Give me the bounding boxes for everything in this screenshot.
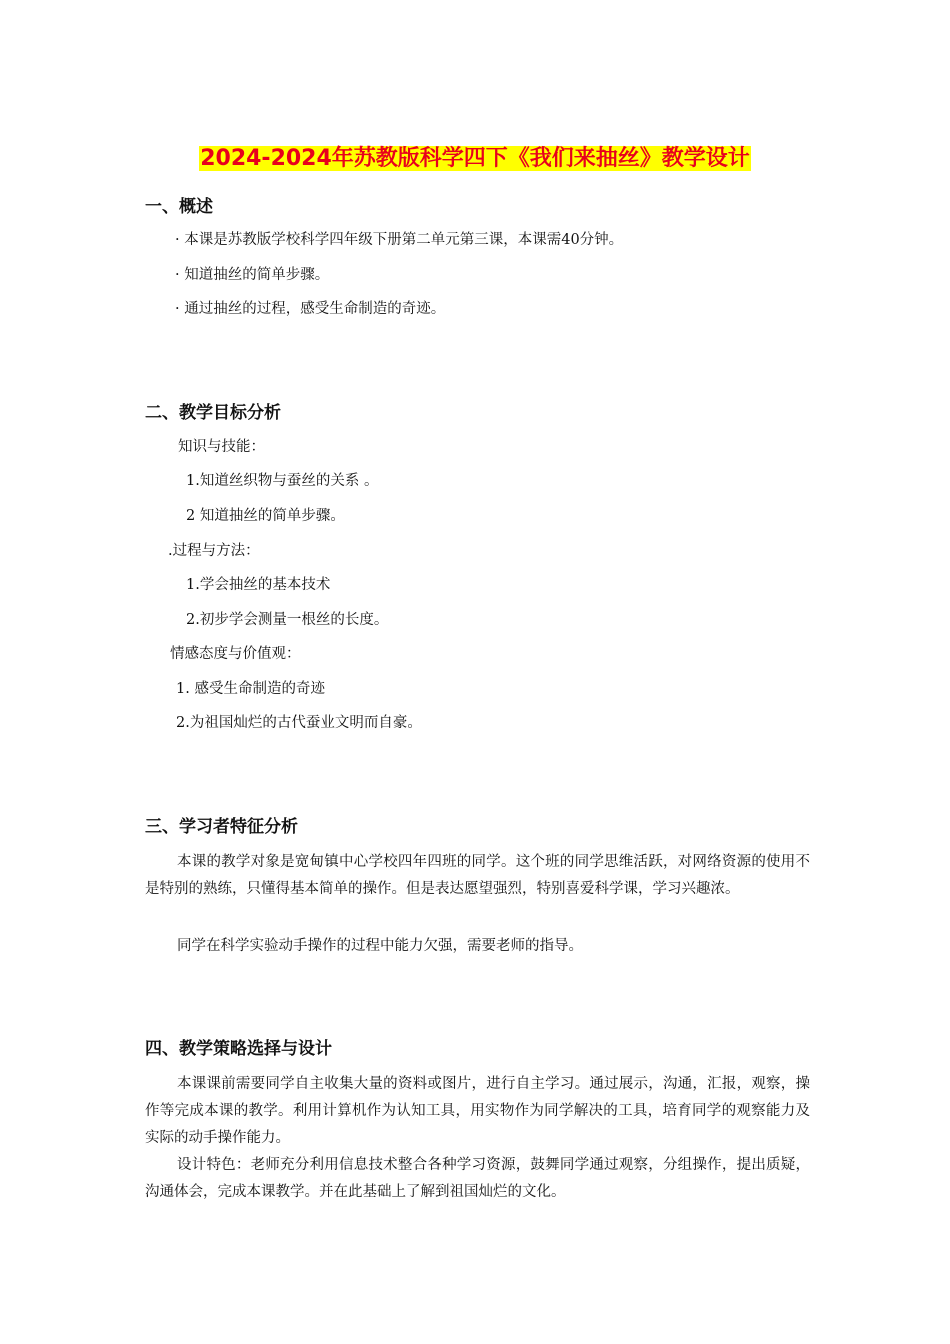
process-item: 2.初步学会测量一根丝的长度。	[186, 612, 389, 628]
knowledge-item: 1.知道丝织物与蚕丝的关系 。	[186, 473, 379, 489]
process-label: .过程与方法：	[168, 543, 260, 559]
section-heading-strategy: 四、教学策略选择与设计	[145, 1039, 332, 1059]
document-title-block	[0, 144, 950, 174]
knowledge-label: 知识与技能：	[178, 439, 265, 455]
learners-paragraph: 同学在科学实验动手操作的过程中能力欠强，需要老师的指导。	[177, 938, 583, 954]
learners-paragraph: 本课的教学对象是宽甸镇中心学校四年四班的同学。这个班的同学思维活跃，对网络资源的使用不是特别的熟练，只懂得基本简单的操作。但是表达愿望强烈，特别喜爱科学课，学习兴趣浓。	[145, 854, 810, 897]
emotion-label: 情感态度与价值观：	[170, 646, 301, 662]
strategy-paragraph: 设计特色：老师充分利用信息技术整合各种学习资源，鼓舞同学通过观察，分组操作，提出质疑，沟通体会，完成本课教学。并在此基础上了解到祖国灿烂的文化。	[145, 1157, 810, 1200]
overview-item: · 通过抽丝的过程，感受生命制造的奇迹。	[175, 301, 446, 317]
section-heading-learners: 三、学习者特征分析	[145, 817, 298, 837]
process-item: 1.学会抽丝的基本技术	[186, 577, 331, 593]
section-heading-objectives: 二、教学目标分析	[145, 403, 281, 423]
document-title: 2024-2024年苏教版科学四下《我们来抽丝》教学设计	[200, 146, 750, 171]
emotion-item: 1. 感受生命制造的奇迹	[176, 681, 325, 697]
emotion-item: 2.为祖国灿烂的古代蚕业文明而自豪。	[176, 715, 422, 731]
strategy-paragraph: 本课课前需要同学自主收集大量的资料或图片，进行自主学习。通过展示，沟通，汇报，观察，操作等完成本课的教学。利用计算机作为认知工具，用实物作为同学解决的工具，培育同学的观察能力及实际的动手操作能力。	[145, 1076, 810, 1146]
overview-item: · 本课是苏教版学校科学四年级下册第二单元第三课，本课需40分钟。	[175, 232, 624, 248]
knowledge-item: 2 知道抽丝的简单步骤。	[186, 508, 345, 524]
section-heading-overview: 一、概述	[145, 197, 213, 217]
overview-item: · 知道抽丝的简单步骤。	[175, 267, 330, 283]
